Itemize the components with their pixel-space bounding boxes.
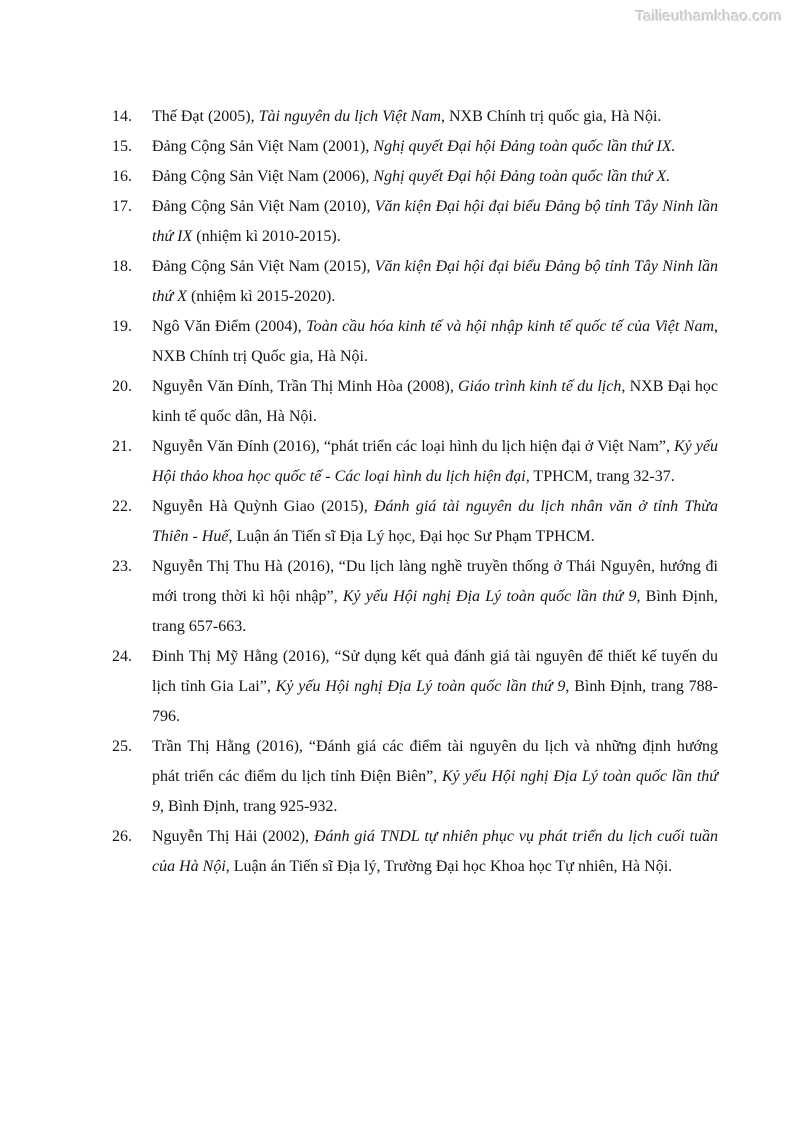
reference-text-segment: Thế Đạt (2005), — [152, 108, 259, 125]
reference-number: 14. — [112, 108, 132, 125]
reference-title-segment: Nghị quyết Đại hội Đảng toàn quốc lần thứ IX. — [373, 138, 676, 155]
reference-number: 25. — [112, 738, 132, 755]
reference-list — [112, 102, 718, 882]
reference-number: 23. — [112, 558, 132, 575]
reference-text-segment: , Luận án Tiến sĩ Địa Lý học, Đại học Sư Phạm TPHCM. — [228, 528, 595, 545]
reference-item — [112, 492, 718, 552]
reference-title-segment: Văn kiện Đại hội đại biểu Đảng bộ tỉnh Tây Ninh lần thứ X — [152, 258, 718, 305]
reference-text-segment: Nguyễn Hà Quỳnh Giao (2015), — [152, 498, 374, 515]
reference-item — [112, 312, 718, 372]
reference-text-segment: Trần Thị Hằng (2016), “Đánh giá các điểm tài nguyên du lịch và những định hướng phát triển các điểm du lịch tỉnh Điện Biên”, — [152, 738, 718, 785]
reference-text — [152, 552, 718, 642]
reference-text-segment: Ngô Văn Điểm (2004), — [152, 318, 307, 335]
reference-number: 22. — [112, 498, 132, 515]
reference-number: 21. — [112, 438, 132, 455]
reference-text-segment: Nguyễn Văn Đính (2016), “phát triển các loại hình du lịch hiện đại ở Việt Nam”, — [152, 438, 674, 455]
reference-title-segment: Kỷ yếu Hội thảo khoa học quốc tế - Các loại hình du lịch hiện đại, — [152, 438, 718, 485]
reference-item — [112, 162, 718, 192]
reference-text-segment: Đảng Cộng Sản Việt Nam (2006), — [152, 168, 374, 185]
reference-title-segment: Kỷ yếu Hội nghị Địa Lý toàn quốc lần thứ 9 — [342, 588, 637, 605]
site-watermark: Tailieuthamkhao.com — [635, 8, 782, 25]
reference-title-segment: Đánh giá TNDL tự nhiên phục vụ phát triển du lịch cuối tuần của Hà Nội — [152, 828, 718, 875]
reference-number: 16. — [112, 168, 132, 185]
reference-text-segment: Nguyễn Văn Đính, Trần Thị Minh Hòa (2008), — [152, 378, 459, 395]
reference-text-segment: , Bình Định, trang 657-663. — [152, 588, 718, 635]
reference-number: 20. — [112, 378, 132, 395]
reference-title-segment: Nghị quyết Đại hội Đảng toàn quốc lần thứ X. — [373, 168, 671, 185]
reference-text — [152, 432, 718, 492]
reference-text-segment: Đảng Cộng Sản Việt Nam (2010), — [152, 198, 375, 215]
reference-title-segment: Văn kiện Đại hội đại biểu Đảng bộ tỉnh Tây Ninh lần thứ IX — [152, 198, 718, 245]
reference-text — [152, 732, 718, 822]
reference-text-segment: Đinh Thị Mỹ Hằng (2016), “Sử dụng kết quả đánh giá tài nguyên để thiết kế tuyến du lịch tỉnh Gia Lai”, — [152, 648, 718, 695]
reference-text-segment: , Bình Định, trang 925-932. — [160, 798, 338, 815]
reference-text-segment: (nhiệm kì 2010-2015). — [192, 228, 341, 245]
reference-text-segment: Đảng Cộng Sản Việt Nam (2001), — [152, 138, 374, 155]
reference-title-segment: Tài nguyên du lịch Việt Nam — [258, 108, 441, 125]
reference-item — [112, 372, 718, 432]
reference-item — [112, 132, 718, 162]
reference-number: 18. — [112, 258, 132, 275]
reference-number: 15. — [112, 138, 132, 155]
reference-text-segment: NXB Đại học kinh tế quốc dân, Hà Nội. — [152, 378, 719, 425]
reference-item — [112, 642, 718, 732]
reference-item — [112, 822, 718, 882]
reference-title-segment: Kỷ yếu Hội nghị Địa Lý toàn quốc lần thứ 9 — [275, 678, 566, 695]
reference-text — [152, 132, 718, 162]
reference-item — [112, 552, 718, 642]
reference-title-segment: Giáo trình kinh tế du lịch, — [458, 378, 626, 395]
reference-text — [152, 312, 718, 372]
reference-text — [152, 372, 718, 432]
reference-text — [152, 822, 718, 882]
reference-text-segment: Nguyễn Thị Thu Hà (2016), “Du lịch làng nghề truyền thống ở Thái Nguyên, hướng đi mới trong thời kì hội nhập”, — [152, 558, 718, 605]
reference-text-segment: Nguyễn Thị Hải (2002), — [152, 828, 314, 845]
reference-number: 24. — [112, 648, 132, 665]
reference-text-segment: TPHCM, trang 32-37. — [529, 468, 675, 485]
reference-text — [152, 162, 718, 192]
reference-text-segment: , NXB Chính trị quốc gia, Hà Nội. — [440, 108, 662, 125]
reference-number: 26. — [112, 828, 132, 845]
reference-item — [112, 732, 718, 822]
reference-text-segment: , Luận án Tiến sĩ Địa lý, Trường Đại học Khoa học Tự nhiên, Hà Nội. — [225, 858, 673, 875]
reference-number: 19. — [112, 318, 132, 335]
reference-text — [152, 192, 718, 252]
reference-text-segment: , NXB Chính trị Quốc gia, Hà Nội. — [152, 318, 718, 365]
reference-text — [152, 492, 718, 552]
reference-title-segment: Toàn cầu hóa kinh tế và hội nhập kinh tế quốc tế của Việt Nam — [306, 318, 714, 335]
reference-item — [112, 192, 718, 252]
reference-text-segment: Đảng Cộng Sản Việt Nam (2015), — [152, 258, 375, 275]
reference-item — [112, 252, 718, 312]
reference-text-segment: (nhiệm kì 2015-2020). — [186, 288, 336, 305]
reference-text — [152, 642, 718, 732]
reference-text — [152, 252, 718, 312]
reference-title-segment: Kỷ yếu Hội nghị Địa Lý toàn quốc lần thứ 9 — [152, 768, 718, 815]
reference-item — [112, 432, 718, 492]
reference-item — [112, 102, 718, 132]
reference-number: 17. — [112, 198, 132, 215]
reference-text — [152, 102, 718, 132]
reference-text-segment: , Bình Định, trang 788-796. — [152, 678, 719, 725]
reference-title-segment: Đánh giá tài nguyên du lịch nhân văn ở tỉnh Thừa Thiên - Huế — [152, 498, 718, 545]
